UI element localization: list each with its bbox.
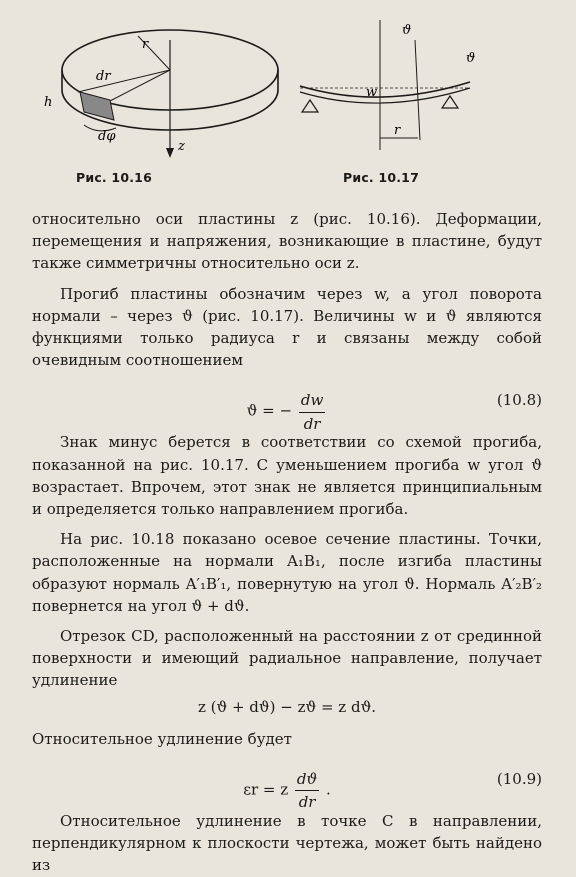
paragraph-4: На рис. 10.18 показано осевое сечение пластины. Точки, расположенные на нормали A₁B₁, после изгиба пластины образуют нормаль A′₁B′₁, повернутую на угол ϑ. Нормаль A′₂B′₂ повернется на угол ϑ + dϑ. [32,530,542,615]
figures-area [0,0,576,200]
fig2-label-theta-top: ϑ [402,23,412,38]
fig2-label-theta-right: ϑ [466,51,476,66]
fig1-label-z: z [178,139,185,154]
eq3-numerator: dϑ [295,768,319,791]
fig2-label-w: w [366,85,378,100]
eq1-denominator: dr [303,414,321,433]
eq3-left: εr = z [243,780,289,799]
equation-10-8 [32,377,542,433]
figure-caption-10-16: Рис. 10.16 [76,170,152,185]
fig1-label-dphi: dφ [98,129,116,144]
eq3-tag: (10.9) [496,770,542,789]
equation-elongation: z (ϑ + dϑ) − zϑ = z dϑ. [197,697,377,716]
eq1-fraction [299,389,325,434]
eq1-tag: (10.8) [496,391,542,410]
fig1-label-r: r [142,37,149,52]
eq3-denominator: dr [298,793,316,812]
paragraph-5: Отрезок CD, расположенный на расстоянии z от срединной поверхности и имеющий радиальное направление, получает удлинение [32,627,542,690]
eq1-left: ϑ = − [246,402,293,421]
paragraph-3: Знак минус берется в соответствии со схемой прогиба, показанной на рис. 10.17. С уменьшением прогиба w угол ϑ возрастает. Впрочем, этот знак не является принципиальным и определяется только направлением прогиба. [32,433,542,519]
paragraph-2: Прогиб пластины обозначим через w, а угол поворота нормали – через ϑ (рис. 10.17). Величины w и ϑ являются функциями только радиуса r и связаны между собой очевидным соотношением [32,284,542,370]
eq3-right: . [326,780,331,799]
equation-10-9 [32,756,542,812]
fig1-label-h: h [44,95,53,110]
main-text [32,208,542,877]
fig1-label-dr: dr [96,69,111,84]
eq1-numerator: dw [299,389,325,412]
paragraph-6: Относительное удлинение будет [32,729,292,748]
paragraph-1: относительно оси пластины z (рис. 10.16). Деформации, перемещения и напряжения, возникающие в пластине, будут также симметричны относительно оси z. [32,210,542,273]
figure-10-16-plate-diagram [20,0,320,170]
figure-10-17-deflection-diagram [290,0,490,170]
fig2-label-r: r [394,123,401,138]
eq3-fraction [295,768,319,813]
paragraph-7: Относительное удлинение в точке C в направлении, перпендикулярном к плоскости чертежа, может быть найдено из [32,812,542,875]
figure-caption-10-17: Рис. 10.17 [343,170,419,185]
